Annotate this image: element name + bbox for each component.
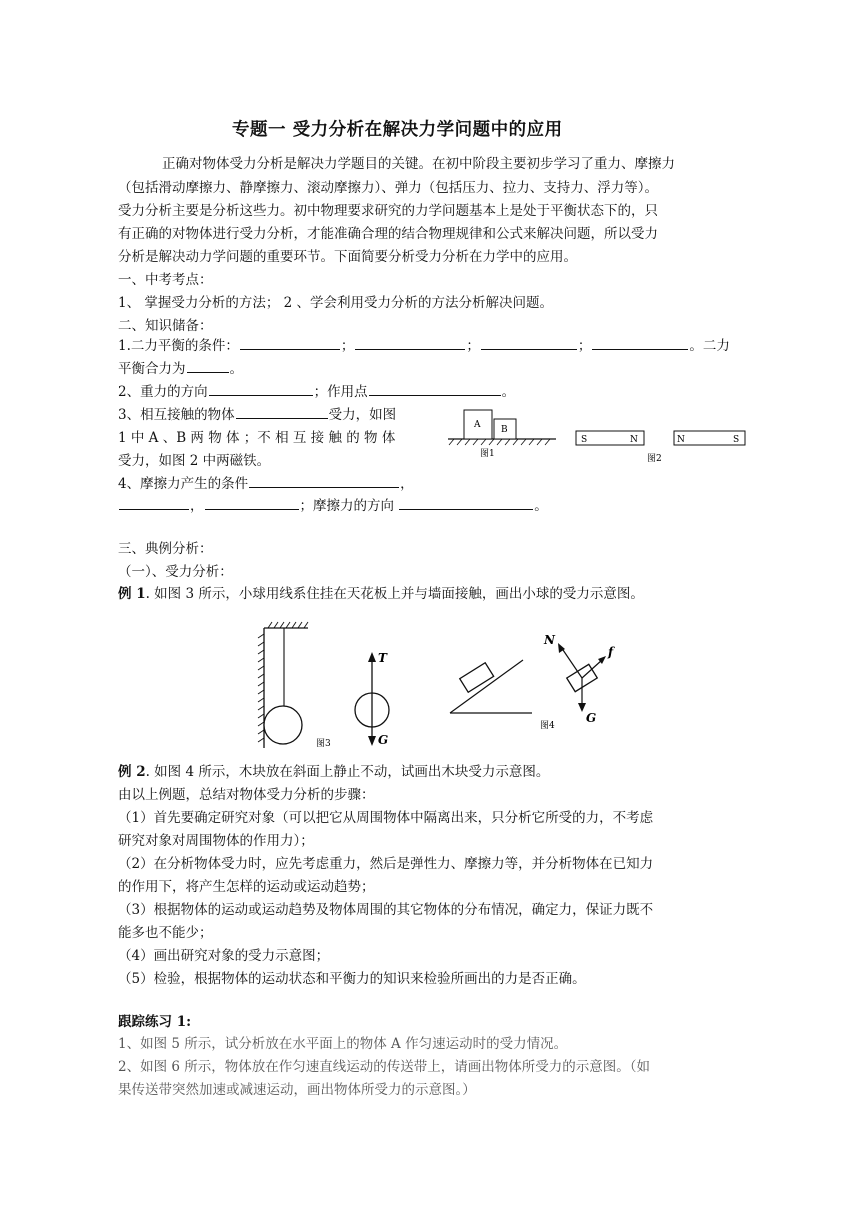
figure-3 [252, 620, 402, 752]
section3-heading: 三、典例分析： [118, 541, 213, 557]
question-3 [118, 403, 396, 423]
q1-line2-prefix: 平衡合力为 [118, 361, 186, 377]
step-line: （4）画出研究对象的受力示意图； [118, 948, 330, 964]
intro-line: 分析是解决动力学问题的重要环节。下面简要分析受力分析在力学中的应用。 [118, 249, 577, 265]
practice-heading: 跟踪练习 1: [118, 1014, 192, 1030]
intro-line: 有正确的对物体进行受力分析，才能准确合理的结合物理规律和公式来解决问题，所以受力 [118, 226, 658, 242]
force-t-label: T [378, 651, 387, 665]
intro-line: 受力分析主要是分析这些力。初中物理要求研究的力学问题基本上是处于平衡状态下的，只 [118, 203, 658, 219]
magnet-1-left-pole: S [581, 435, 588, 445]
step-line: 的作用下，将产生怎样的运动或运动趋势； [118, 879, 375, 895]
force-f-label: f [608, 645, 614, 659]
question-2 [118, 380, 515, 400]
example-1 [118, 582, 644, 602]
question-1 [118, 334, 730, 354]
q2-prefix: 2、重力的方向 [118, 384, 208, 400]
q4-line2-mid: ；摩擦力的方向 [299, 498, 399, 514]
step-line: （3）根据物体的运动或运动趋势及物体周围的其它物体的分布情况，确定力，保证力既不 [118, 902, 654, 918]
hanging-ball [264, 706, 302, 744]
q1-prefix: 1.二力平衡的条件： [118, 338, 239, 354]
answer-blank[interactable] [249, 475, 399, 488]
magnet-2-left-pole: N [677, 435, 685, 445]
step-line: 能多也不能少； [118, 925, 213, 941]
q1-line2-end: 。 [229, 361, 243, 377]
block-b-label: B [501, 425, 508, 435]
q1-sep: ； [340, 338, 355, 354]
answer-blank[interactable] [399, 497, 533, 510]
intro-line: （包括滑动摩擦力、静摩擦力、滚动摩擦力）、弹力（包括压力、拉力、支持力、浮力等）。 [118, 180, 658, 196]
practice-item: 1、如图 5 所示，试分析放在水平面上的物体 A 作匀速运动时的受力情况。 [118, 1036, 568, 1052]
q1-sep: ； [577, 338, 592, 354]
example-2-text: . 如图 4 所示，木块放在斜面上静止不动，试画出木块受力示意图。 [145, 764, 550, 780]
q2-mid: ；作用点 [313, 384, 368, 400]
q3-suffix: 受力，如图 [328, 407, 397, 423]
figure-2 [573, 428, 749, 464]
q1-sep: ； [466, 338, 480, 354]
section1-points: 1、 掌握受力分析的方法； 2 、学会利用受力分析的方法分析解决问题。 [118, 295, 554, 311]
q3-prefix: 3、相互接触的物体 [118, 407, 235, 423]
force-g-label: G [586, 711, 597, 725]
force-n-label: N [544, 633, 555, 647]
figure-4-caption: 图4 [540, 721, 555, 731]
force-g-label: G [378, 733, 389, 747]
answer-blank[interactable] [236, 406, 328, 419]
step-line: （1）首先要确定研究对象（可以把它从周围物体中隔离出来，只分析它所受的力，不考虑 [118, 810, 654, 826]
answer-blank[interactable] [369, 383, 501, 396]
q4-sep: ， [400, 476, 414, 492]
summary-line: 由以上例题，总结对物体受力分析的步骤： [118, 787, 375, 803]
answer-blank[interactable] [355, 337, 465, 350]
question-3-line2: 1 中 A 、B 两 物 体 ；不 相 互 接 触 的 物 体 [118, 430, 396, 446]
incline-block [460, 663, 494, 692]
example-2-label: 例 2 [118, 764, 146, 780]
question-3-line3: 受力，如图 2 中两磁铁。 [118, 453, 271, 469]
question-4 [118, 472, 414, 492]
intro-line: 正确对物体受力分析是解决力学题目的关键。在初中阶段主要初步学习了重力、摩擦力 [162, 156, 675, 172]
figure-1 [446, 402, 558, 460]
practice-item: 果传送带突然加速或减速运动，画出物体所受力的示意图。） [118, 1082, 476, 1098]
q4-prefix: 4、摩擦力产生的条件 [118, 476, 249, 492]
answer-blank[interactable] [240, 337, 340, 350]
practice-item: 2、如图 6 所示，物体放在作匀速直线运动的传送带上，请画出物体所受力的示意图。（如 [118, 1059, 651, 1075]
figure-3-caption: 图3 [316, 739, 331, 749]
example-1-text: . 如图 3 所示，小球用线系住挂在天花板上并与墙面接触，画出小球的受力示意图。 [145, 586, 644, 602]
answer-blank[interactable] [209, 383, 313, 396]
figure-1-caption: 图1 [480, 449, 495, 459]
q2-end: 。 [501, 384, 516, 400]
step-line: 研究对象对周围物体的作用力）； [118, 833, 314, 849]
step-line: （2）在分析物体受力时，应先考虑重力，然后是弹性力、摩擦力等，并分析物体在已知力 [118, 856, 654, 872]
example-1-label: 例 1 [118, 586, 146, 602]
answer-blank[interactable] [205, 497, 299, 510]
answer-blank[interactable] [187, 360, 229, 373]
figure-2-caption: 图2 [647, 454, 662, 464]
magnet-2-right-pole: S [733, 435, 740, 445]
figure-4 [444, 628, 624, 734]
answer-blank[interactable] [119, 497, 189, 510]
section3-sub1: （一）、受力分析： [118, 564, 233, 580]
magnet-1-right-pole: N [630, 435, 638, 445]
answer-blank[interactable] [592, 337, 688, 350]
page-title: 专题一 受力分析在解决力学问题中的应用 [232, 120, 563, 140]
section1-heading: 一、中考考点： [118, 272, 213, 288]
question-1-line2 [118, 357, 243, 377]
answer-blank[interactable] [481, 337, 577, 350]
question-4-line2 [118, 494, 548, 514]
q4-line2-sep: ， [190, 498, 204, 514]
q4-line2-end: 。 [534, 498, 548, 514]
q1-end: 。二力 [689, 338, 730, 354]
example-2 [118, 760, 549, 780]
block-a-label: A [474, 420, 481, 430]
step-line: （5）检验，根据物体的运动状态和平衡力的知识来检验所画出的力是否正确。 [118, 971, 586, 987]
section2-heading: 二、知识储备： [118, 318, 213, 334]
